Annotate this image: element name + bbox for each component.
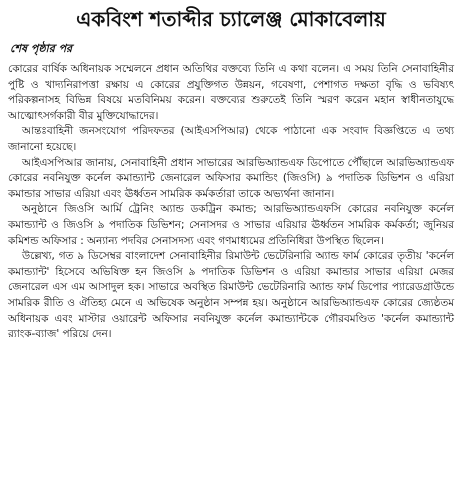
article-paragraph-5: উল্লেখ্য, গত ৯ ডিসেম্বর বাংলাদেশ সেনাবাহিনীর রিমাউন্ট ভেটেরিনারি অ্যান্ড ফার্ম কোরের তৃতীয় 'কর্নেল কমান্ড্যান্ট' হিসেবে অভিষিক্ত হন জিওসি ৯ পদাতিক ডিভিশন ও এরিয়া কমান্ডার সাভার এরিয়া মেজর জেনারেল এস এম আসাদুল হক। সাভারে অবস্থিত রিমাউন্ট ভেটেরিনারি অ্যান্ড ফার্ম ডিপোর প্যারেডগ্রাউন্ডে সামরিক রীতি ও ঐতিহ্য মেনে এ অভিষেক অনুষ্ঠান সম্পন্ন হয়। অনুষ্ঠানে আরভিঅ্যান্ডএফ কোরের জ্যেষ্ঠতম অধিনায়ক এবং মাস্টার ওয়ারেন্ট অফিসার নবনিযুক্ত কর্নেল কমান্ড্যান্টকে গৌরবমণ্ডিত 'কর্নেল কমান্ড্যান্ট র‍্যাংক-ব্যাজ' পরিয়ে দেন।: [8, 250, 454, 341]
article-body: [8, 62, 454, 343]
article-paragraph-4: অনুষ্ঠানে জিওসি আর্মি ট্রেনিং অ্যান্ড ডকট্রিন কমান্ড; আরভিঅ্যান্ডএফসি কোরের নবনিযুক্ত কর্নেল কমান্ড্যান্ট ও জিওসি ৯ পদাতিক ডিভিশন; সেনাসদর ও সাভার এরিয়ার ঊর্ধ্বতন সামরিক কর্মকর্তা; জুনিয়র কমিশন্ড অফিসার : অন্যান্য পদবির সেনাসদস্য এবং গণমাধ্যমের প্রতিনিধিরা উপস্থিত ছিলেন।: [8, 203, 454, 247]
article-paragraph-2: আন্তঃবাহিনী জনসংযোগ পরিদফতর (আইএসপিআর) থেকে পাঠানো এক সংবাদ বিজ্ঞপ্তিতে এ তথ্য জানানো হয়েছে।: [8, 125, 454, 153]
article-headline: একবিংশ শতাব্দীর চ্যালেঞ্জ মোকাবেলায়: [76, 7, 386, 31]
article-paragraph-1: কোরের বার্ষিক অধিনায়ক সম্মেলনে প্রধান অতিথির বক্তব্যে তিনি এ কথা বলেন। এ সময় তিনি সেনাবাহিনীর পুষ্টি ও খাদ্যনিরাপত্তা রক্ষায় এ কোরের প্রযুক্তিগত উন্নয়ন, গবেষণা, পেশাগত দক্ষতা বৃদ্ধি ও ভবিষ্যৎ পরিকল্পনাসহ বিভিন্ন বিষয়ে মতবিনিময় করেন। বক্তব্যের শুরুতেই তিনি স্মরণ করেন মহান স্বাধীনতাযুদ্ধে আত্মোৎসর্গকারী বীর মুক্তিযোদ্ধাদের।: [8, 63, 454, 122]
continued-from-label: শেষ পৃষ্ঠার পর: [10, 42, 73, 55]
article-paragraph-3: আইএসপিআর জানায়, সেনাবাহিনী প্রধান সাভারের আরভিঅ্যান্ডএফ ডিপোতে পৌঁছালে আরভিঅ্যান্ডএফ কোরের নবনিযুক্ত কর্নেল কমান্ড্যান্ট জেনারেল অফিসার কমান্ডিং (জিওসি) ৯ পদাতিক ডিভিশন ও এরিয়া কমান্ডার সাভার এরিয়া এবং ঊর্ধ্বতন সামরিক কর্মকর্তারা তাকে অভ্যর্থনা জানান।: [8, 156, 454, 200]
